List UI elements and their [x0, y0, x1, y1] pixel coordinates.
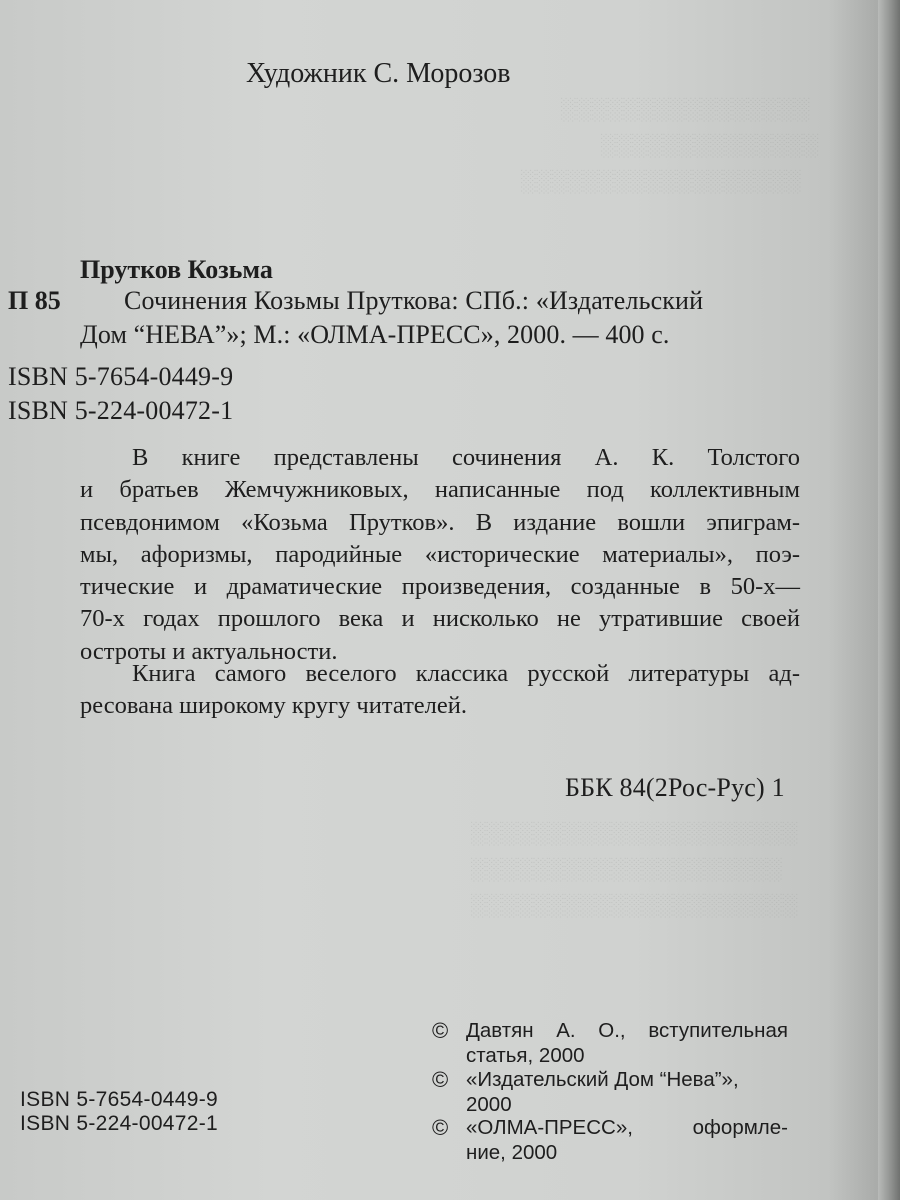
annotation-line: ресована широкому кругу читателей.	[80, 692, 467, 720]
show-through-text: ░░░░░░░░░░░░░░░░	[560, 96, 810, 121]
copyright-icon: ©	[432, 1018, 449, 1043]
annotation-line: тические и драматические произведения, созданные в 50-х—	[80, 573, 800, 601]
show-through-text: ░░░░░░░░░░░░░░░░░░	[520, 168, 801, 193]
annotation-line: и братьев Жемчужниковых, написанные под коллективным	[80, 476, 800, 504]
show-through-text: ░░░░░░░░░░░░░░░░░░░░	[470, 856, 782, 881]
isbn-1: ISBN 5-7654-0449-9	[8, 362, 234, 391]
show-through-text: ░░░░░░░░░░░░░░░░░░░░░	[470, 820, 798, 845]
annotation-line: остроты и актуальности.	[80, 637, 338, 665]
artist-credit: Художник С. Морозов	[246, 58, 511, 89]
annotation-line: псевдонимом «Козьма Прутков». В издание вошли эпиграм-	[80, 508, 800, 536]
isbn-bottom-1: ISBN 5-7654-0449-9	[20, 1088, 219, 1111]
annotation-line: В книге представлены сочинения А. К. Толстого	[132, 444, 800, 471]
copyright-entry	[432, 1067, 788, 1117]
show-through-text: ░░░░░░░░░░░░░░░░░░░░░	[470, 892, 798, 917]
annotation-line: 70-х годах прошлого века и нисколько не утратившие своей	[80, 605, 800, 633]
show-through-text: ░░░░░░░░░░░░░░	[600, 132, 819, 157]
copyright-line: статья, 2000	[466, 1044, 585, 1067]
copyright-line: Давтян А. О., вступительная	[466, 1019, 788, 1042]
copyright-line: ние, 2000	[466, 1141, 558, 1164]
isbn-2: ISBN 5-224-00472-1	[8, 396, 234, 425]
annotation-line: мы, афоризмы, пародийные «исторические материалы», поэ-	[80, 540, 800, 568]
bbk-code: ББК 84(2Рос-Рус) 1	[565, 773, 785, 802]
copyright-line: 2000	[466, 1093, 512, 1116]
copyright-entry	[432, 1018, 788, 1068]
catalog-index: П 85	[8, 286, 61, 315]
copyright-line: «ОЛМА-ПРЕСС», оформле-	[466, 1116, 788, 1139]
catalog-author: Прутков Козьма	[80, 255, 273, 284]
annotation-line: Книга самого веселого классика русской литературы ад-	[132, 660, 800, 687]
copyright-icon: ©	[432, 1067, 449, 1092]
copyright-entry	[432, 1115, 788, 1165]
catalog-title-line-2: Дом “НЕВА”»; М.: «ОЛМА-ПРЕСС», 2000. — 400 с.	[80, 320, 670, 349]
catalog-title-line-1: Сочинения Козьмы Пруткова: СПб.: «Издательский	[124, 286, 704, 315]
annotation-paragraph-2	[80, 658, 800, 723]
isbn-bottom-2: ISBN 5-224-00472-1	[20, 1112, 219, 1135]
page-edge-shadow	[878, 0, 900, 1200]
copyright-icon: ©	[432, 1115, 449, 1140]
copyright-line: «Издательский Дом “Нева”»,	[466, 1068, 739, 1091]
annotation-paragraph-1	[80, 442, 800, 668]
